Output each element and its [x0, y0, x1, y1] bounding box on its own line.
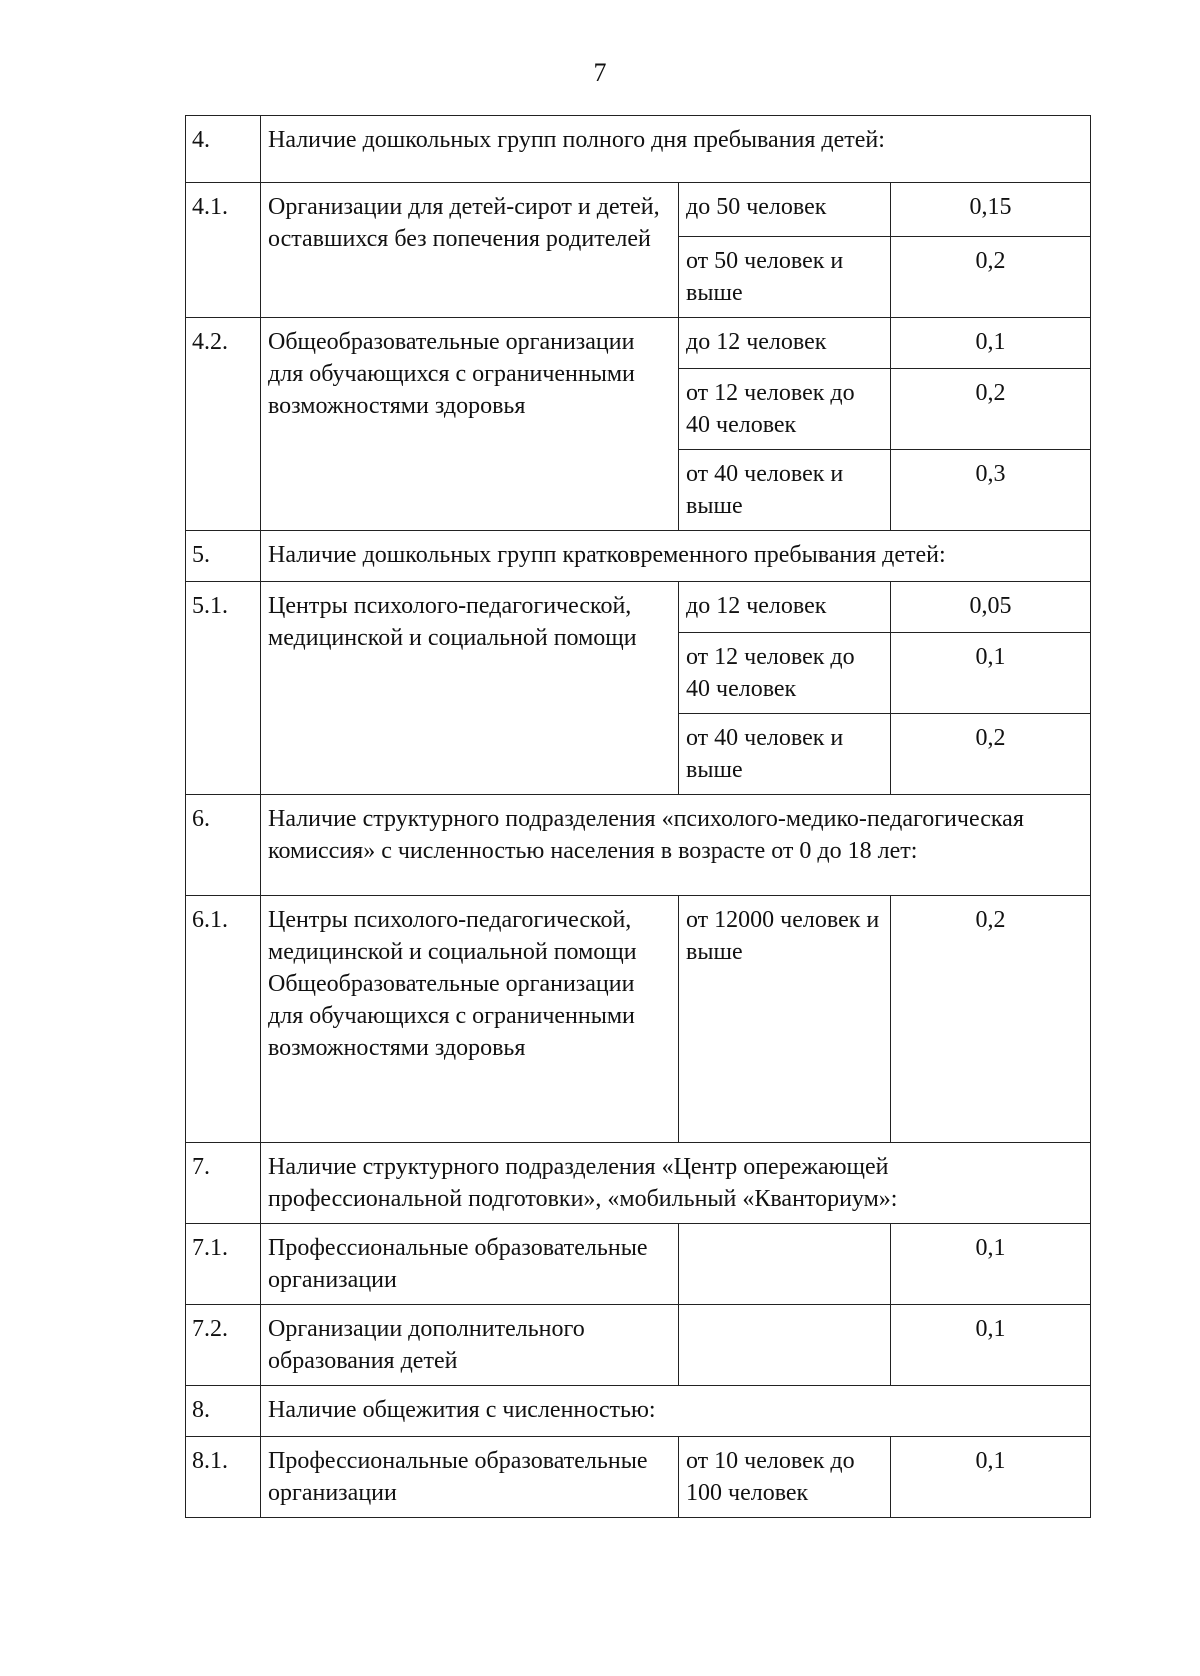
organization-type: Организации дополнительного образования детей — [261, 1305, 679, 1386]
table-row-section — [186, 116, 1091, 183]
coefficient-value: 0,1 — [891, 1437, 1091, 1518]
criterion-cell: до 12 человек — [679, 318, 891, 369]
organization-type: Профессиональные образовательные организации — [261, 1437, 679, 1518]
item-number: 6. — [186, 795, 261, 896]
coefficient-value: 0,05 — [891, 582, 1091, 633]
criterion-cell — [679, 1305, 891, 1386]
page-number: 7 — [593, 58, 607, 87]
section-heading: Наличие общежития с численностью: — [261, 1386, 1091, 1437]
table-row-section — [186, 1143, 1091, 1224]
coefficient-value: 0,15 — [891, 183, 1091, 237]
organization-type: Организации для детей-сирот и детей, оставшихся без попечения родителей — [261, 183, 679, 318]
criterion-cell: до 12 человек — [679, 582, 891, 633]
table-row — [186, 183, 1091, 237]
item-number: 7. — [186, 1143, 261, 1224]
criterion-cell: от 12000 человек и выше — [679, 896, 891, 1143]
table-row — [186, 582, 1091, 633]
criterion-cell: от 50 человек и выше — [679, 237, 891, 318]
item-number: 4.2. — [186, 318, 261, 531]
table-row-section — [186, 1386, 1091, 1437]
criterion-cell: от 12 человек до 40 человек — [679, 369, 891, 450]
table-row — [186, 1305, 1091, 1386]
organization-type — [261, 896, 679, 1143]
criterion-cell: от 40 человек и выше — [679, 714, 891, 795]
coefficient-value: 0,1 — [891, 633, 1091, 714]
item-number: 8.1. — [186, 1437, 261, 1518]
item-number: 4. — [186, 116, 261, 183]
organization-type: Общеобразовательные организации для обучающихся с ограниченными возможностями здоровья — [261, 318, 679, 531]
organization-type-line: Центры психолого-педагогической, медицинской и социальной помощи — [268, 907, 637, 965]
item-number: 4.1. — [186, 183, 261, 318]
table-row — [186, 318, 1091, 369]
organization-type: Центры психолого-педагогической, медицинской и социальной помощи — [261, 582, 679, 795]
coefficient-value: 0,1 — [891, 1305, 1091, 1386]
coefficient-value: 0,2 — [891, 369, 1091, 450]
item-number: 8. — [186, 1386, 261, 1437]
criterion-cell: от 40 человек и выше — [679, 450, 891, 531]
coefficient-value: 0,3 — [891, 450, 1091, 531]
table-row — [186, 896, 1091, 1143]
item-number: 5. — [186, 531, 261, 582]
section-heading: Наличие структурного подразделения «Центр опережающей профессиональной подготовки», «мобильный «Кванториум»: — [261, 1143, 1091, 1224]
coefficient-value: 0,1 — [891, 318, 1091, 369]
coefficient-value: 0,2 — [891, 237, 1091, 318]
item-number: 6.1. — [186, 896, 261, 1143]
section-heading: Наличие дошкольных групп полного дня пребывания детей: — [261, 116, 1091, 183]
criterion-cell: от 10 человек до 100 человек — [679, 1437, 891, 1518]
table-row-section — [186, 531, 1091, 582]
item-number: 7.2. — [186, 1305, 261, 1386]
coefficient-value: 0,2 — [891, 896, 1091, 1143]
item-number: 7.1. — [186, 1224, 261, 1305]
coefficient-value: 0,2 — [891, 714, 1091, 795]
criterion-cell: до 50 человек — [679, 183, 891, 237]
criterion-cell — [679, 1224, 891, 1305]
criteria-table — [185, 115, 1091, 1518]
table-row-section — [186, 795, 1091, 896]
table-row — [186, 1437, 1091, 1518]
coefficient-value: 0,1 — [891, 1224, 1091, 1305]
section-heading: Наличие дошкольных групп кратковременного пребывания детей: — [261, 531, 1091, 582]
organization-type-line: Общеобразовательные организации для обучающихся с ограниченными возможностями здоровья — [268, 971, 635, 1061]
organization-type: Профессиональные образовательные организации — [261, 1224, 679, 1305]
section-heading: Наличие структурного подразделения «психолого-медико-педагогическая комиссия» с численностью населения в возрасте от 0 до 18 лет: — [261, 795, 1091, 896]
item-number: 5.1. — [186, 582, 261, 795]
criterion-cell: от 12 человек до 40 человек — [679, 633, 891, 714]
table-row — [186, 1224, 1091, 1305]
